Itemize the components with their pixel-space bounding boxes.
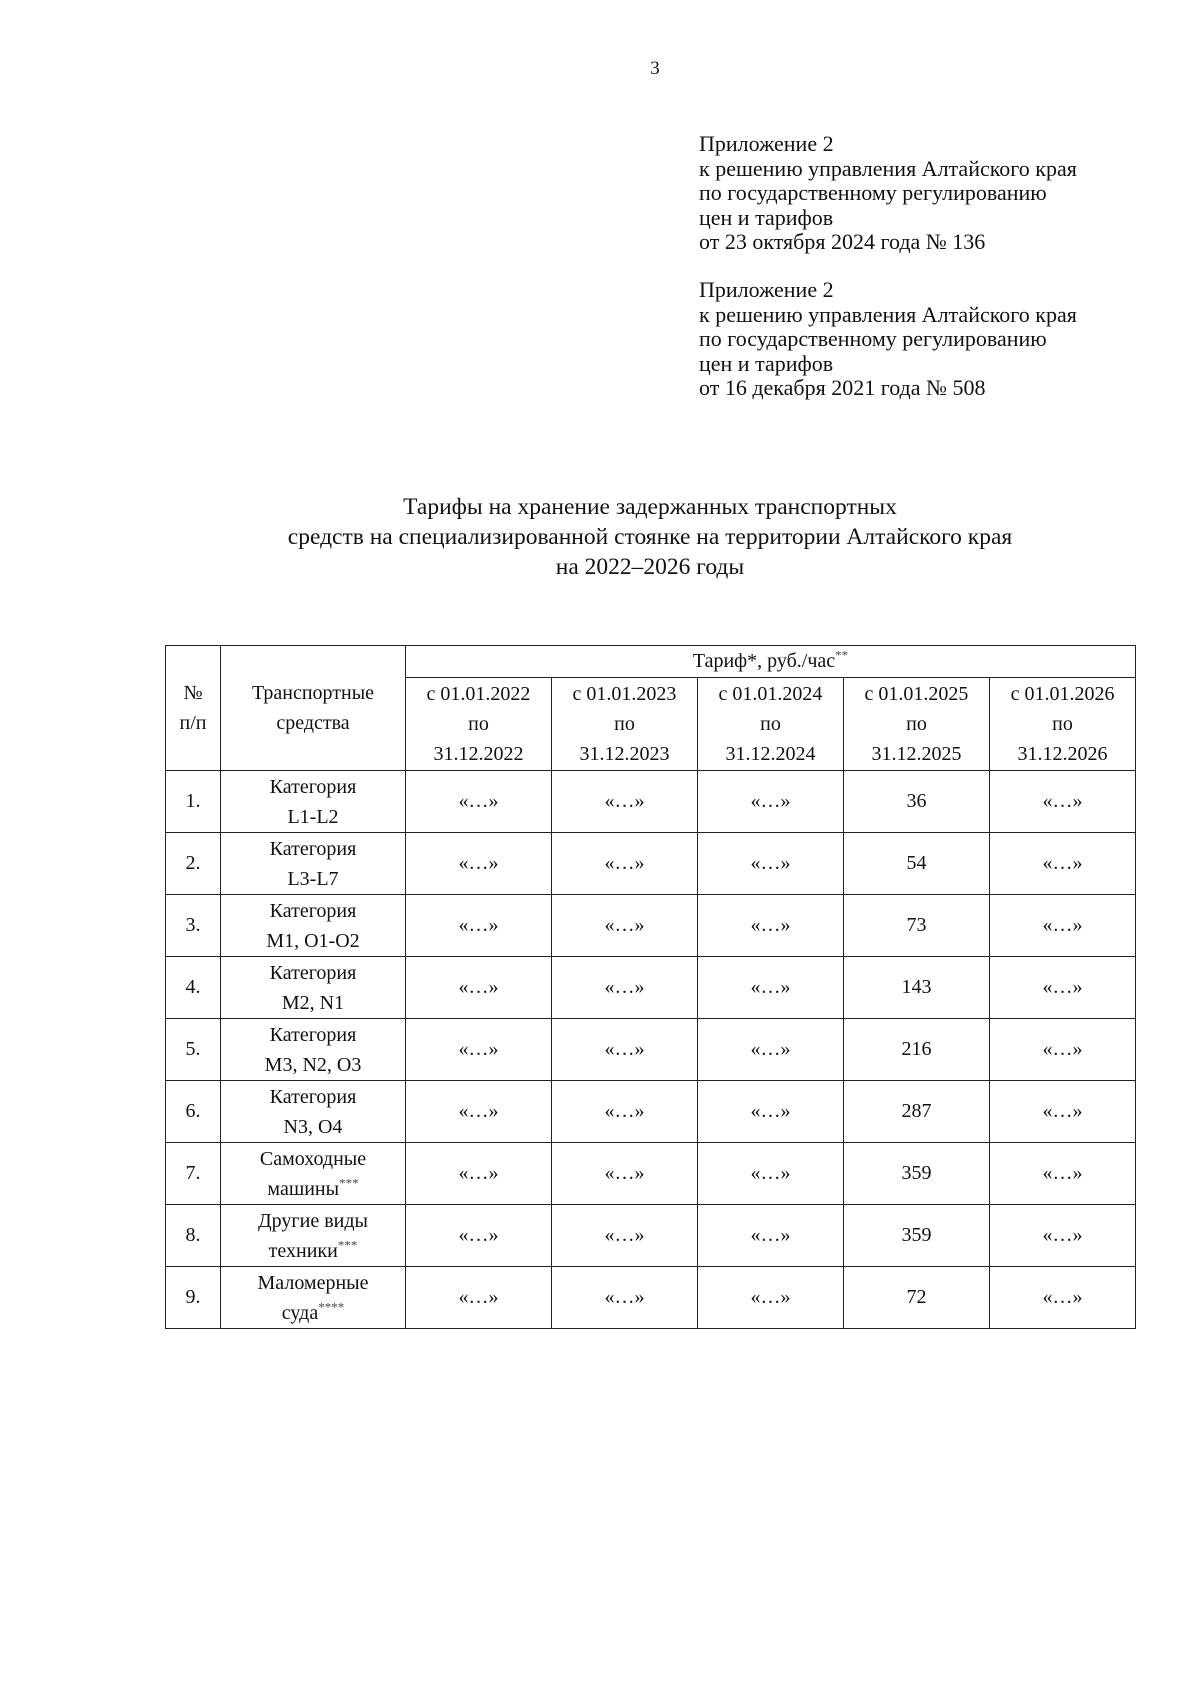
tariff-cell: «…» [552, 1019, 698, 1081]
tariff-cell: 216 [844, 1019, 990, 1081]
tariff-cell: «…» [552, 957, 698, 1019]
tariff-cell: 359 [844, 1205, 990, 1267]
tariff-cell: «…» [990, 957, 1136, 1019]
tariff-cell: 72 [844, 1267, 990, 1329]
header-vehicle: Транспортные средства [221, 646, 406, 771]
row-number: 3. [166, 895, 221, 957]
row-number: 7. [166, 1143, 221, 1205]
tariff-cell: «…» [698, 957, 844, 1019]
vehicle-name: Категория L1-L2 [221, 771, 406, 833]
vehicle-name: Категория M3, N2, O3 [221, 1019, 406, 1081]
tariff-cell: «…» [698, 771, 844, 833]
tariff-cell: «…» [698, 833, 844, 895]
page-number: 3 [650, 58, 660, 79]
header-number: № п/п [166, 646, 221, 771]
tariff-cell: «…» [990, 1143, 1136, 1205]
header-period: с 01.01.2022 по 31.12.2022 [406, 678, 552, 771]
tariff-cell: «…» [552, 1205, 698, 1267]
row-number: 1. [166, 771, 221, 833]
table-row [166, 1143, 1136, 1205]
appendix-line: цен и тарифов [699, 204, 834, 230]
tariff-cell: «…» [406, 1081, 552, 1143]
appendix-line: Приложение 2 [699, 131, 834, 156]
vehicle-name: Категория N3, O4 [221, 1081, 406, 1143]
tariff-cell: «…» [406, 1205, 552, 1267]
header-tariff: Тариф*, руб./час** [406, 646, 1136, 678]
tariff-cell: «…» [406, 1143, 552, 1205]
header-period: с 01.01.2023 по 31.12.2023 [552, 678, 698, 771]
tariff-cell: «…» [698, 895, 844, 957]
row-number: 5. [166, 1019, 221, 1081]
row-number: 4. [166, 957, 221, 1019]
tariff-cell: «…» [552, 895, 698, 957]
document-title [150, 492, 1150, 582]
tariff-cell: 54 [844, 833, 990, 895]
header-period: с 01.01.2025 по 31.12.2025 [844, 678, 990, 771]
row-number: 9. [166, 1267, 221, 1329]
appendix-line: от 16 декабря 2021 года № 508 [699, 375, 986, 400]
tariff-cell: «…» [990, 833, 1136, 895]
tariff-cell: «…» [406, 1267, 552, 1329]
footnote-mark: ** [835, 647, 849, 663]
header-period: с 01.01.2024 по 31.12.2024 [698, 678, 844, 771]
table-header-row [166, 646, 1136, 678]
table-row [166, 957, 1136, 1019]
title-line: средств на специализированной стоянке на территории Алтайского края [287, 524, 1013, 550]
title-line: на 2022–2026 годы [555, 554, 745, 580]
tariff-cell: «…» [698, 1143, 844, 1205]
tariff-cell: «…» [552, 833, 698, 895]
header-period: с 01.01.2026 по 31.12.2026 [990, 678, 1136, 771]
row-number: 8. [166, 1205, 221, 1267]
vehicle-name: Категория L3-L7 [221, 833, 406, 895]
appendix-line: к решению управления Алтайского края [699, 155, 1077, 181]
tariff-cell: «…» [990, 1267, 1136, 1329]
appendix-line: от 23 октября 2024 года № 136 [699, 229, 986, 254]
row-number: 2. [166, 833, 221, 895]
table-row [166, 1081, 1136, 1143]
table-row [166, 833, 1136, 895]
tariff-cell: «…» [552, 1081, 698, 1143]
tariff-cell: 36 [844, 771, 990, 833]
tariff-cell: 359 [844, 1143, 990, 1205]
vehicle-name: Категория M2, N1 [221, 957, 406, 1019]
tariff-cell: 143 [844, 957, 990, 1019]
tariff-cell: «…» [552, 1267, 698, 1329]
tariff-cell: «…» [406, 833, 552, 895]
appendix-line: цен и тарифов [699, 350, 834, 376]
appendix-current-block [699, 132, 1159, 255]
tariff-cell: «…» [990, 895, 1136, 957]
tariff-cell: «…» [698, 1205, 844, 1267]
vehicle-name: Категория M1, O1-O2 [221, 895, 406, 957]
tariff-table [165, 645, 1136, 1329]
tariff-cell: «…» [990, 771, 1136, 833]
table-row [166, 1019, 1136, 1081]
table-row [166, 895, 1136, 957]
vehicle-name: Маломерные суда**** [221, 1267, 406, 1329]
tariff-cell: «…» [990, 1019, 1136, 1081]
row-number: 6. [166, 1081, 221, 1143]
tariff-cell: «…» [990, 1205, 1136, 1267]
tariff-cell: «…» [406, 771, 552, 833]
tariff-cell: «…» [406, 957, 552, 1019]
tariff-cell: 287 [844, 1081, 990, 1143]
tariff-cell: «…» [552, 771, 698, 833]
tariff-cell: «…» [406, 895, 552, 957]
title-line: Тарифы на хранение задержанных транспортных [403, 494, 897, 520]
tariff-cell: 73 [844, 895, 990, 957]
tariff-cell: «…» [698, 1019, 844, 1081]
table-row [166, 771, 1136, 833]
appendix-original-block [699, 278, 1159, 401]
tariff-cell: «…» [552, 1143, 698, 1205]
tariff-cell: «…» [406, 1019, 552, 1081]
vehicle-name: Другие виды техники*** [221, 1205, 406, 1267]
appendix-line: Приложение 2 [699, 277, 834, 302]
tariff-cell: «…» [990, 1081, 1136, 1143]
tariff-cell: «…» [698, 1081, 844, 1143]
appendix-line: к решению управления Алтайского края [699, 301, 1077, 327]
tariff-cell: «…» [698, 1267, 844, 1329]
table-row [166, 1267, 1136, 1329]
vehicle-name: Самоходные машины*** [221, 1143, 406, 1205]
appendix-line: по государственному регулированию [699, 326, 1047, 351]
table-row [166, 1205, 1136, 1267]
appendix-line: по государственному регулированию [699, 180, 1047, 205]
